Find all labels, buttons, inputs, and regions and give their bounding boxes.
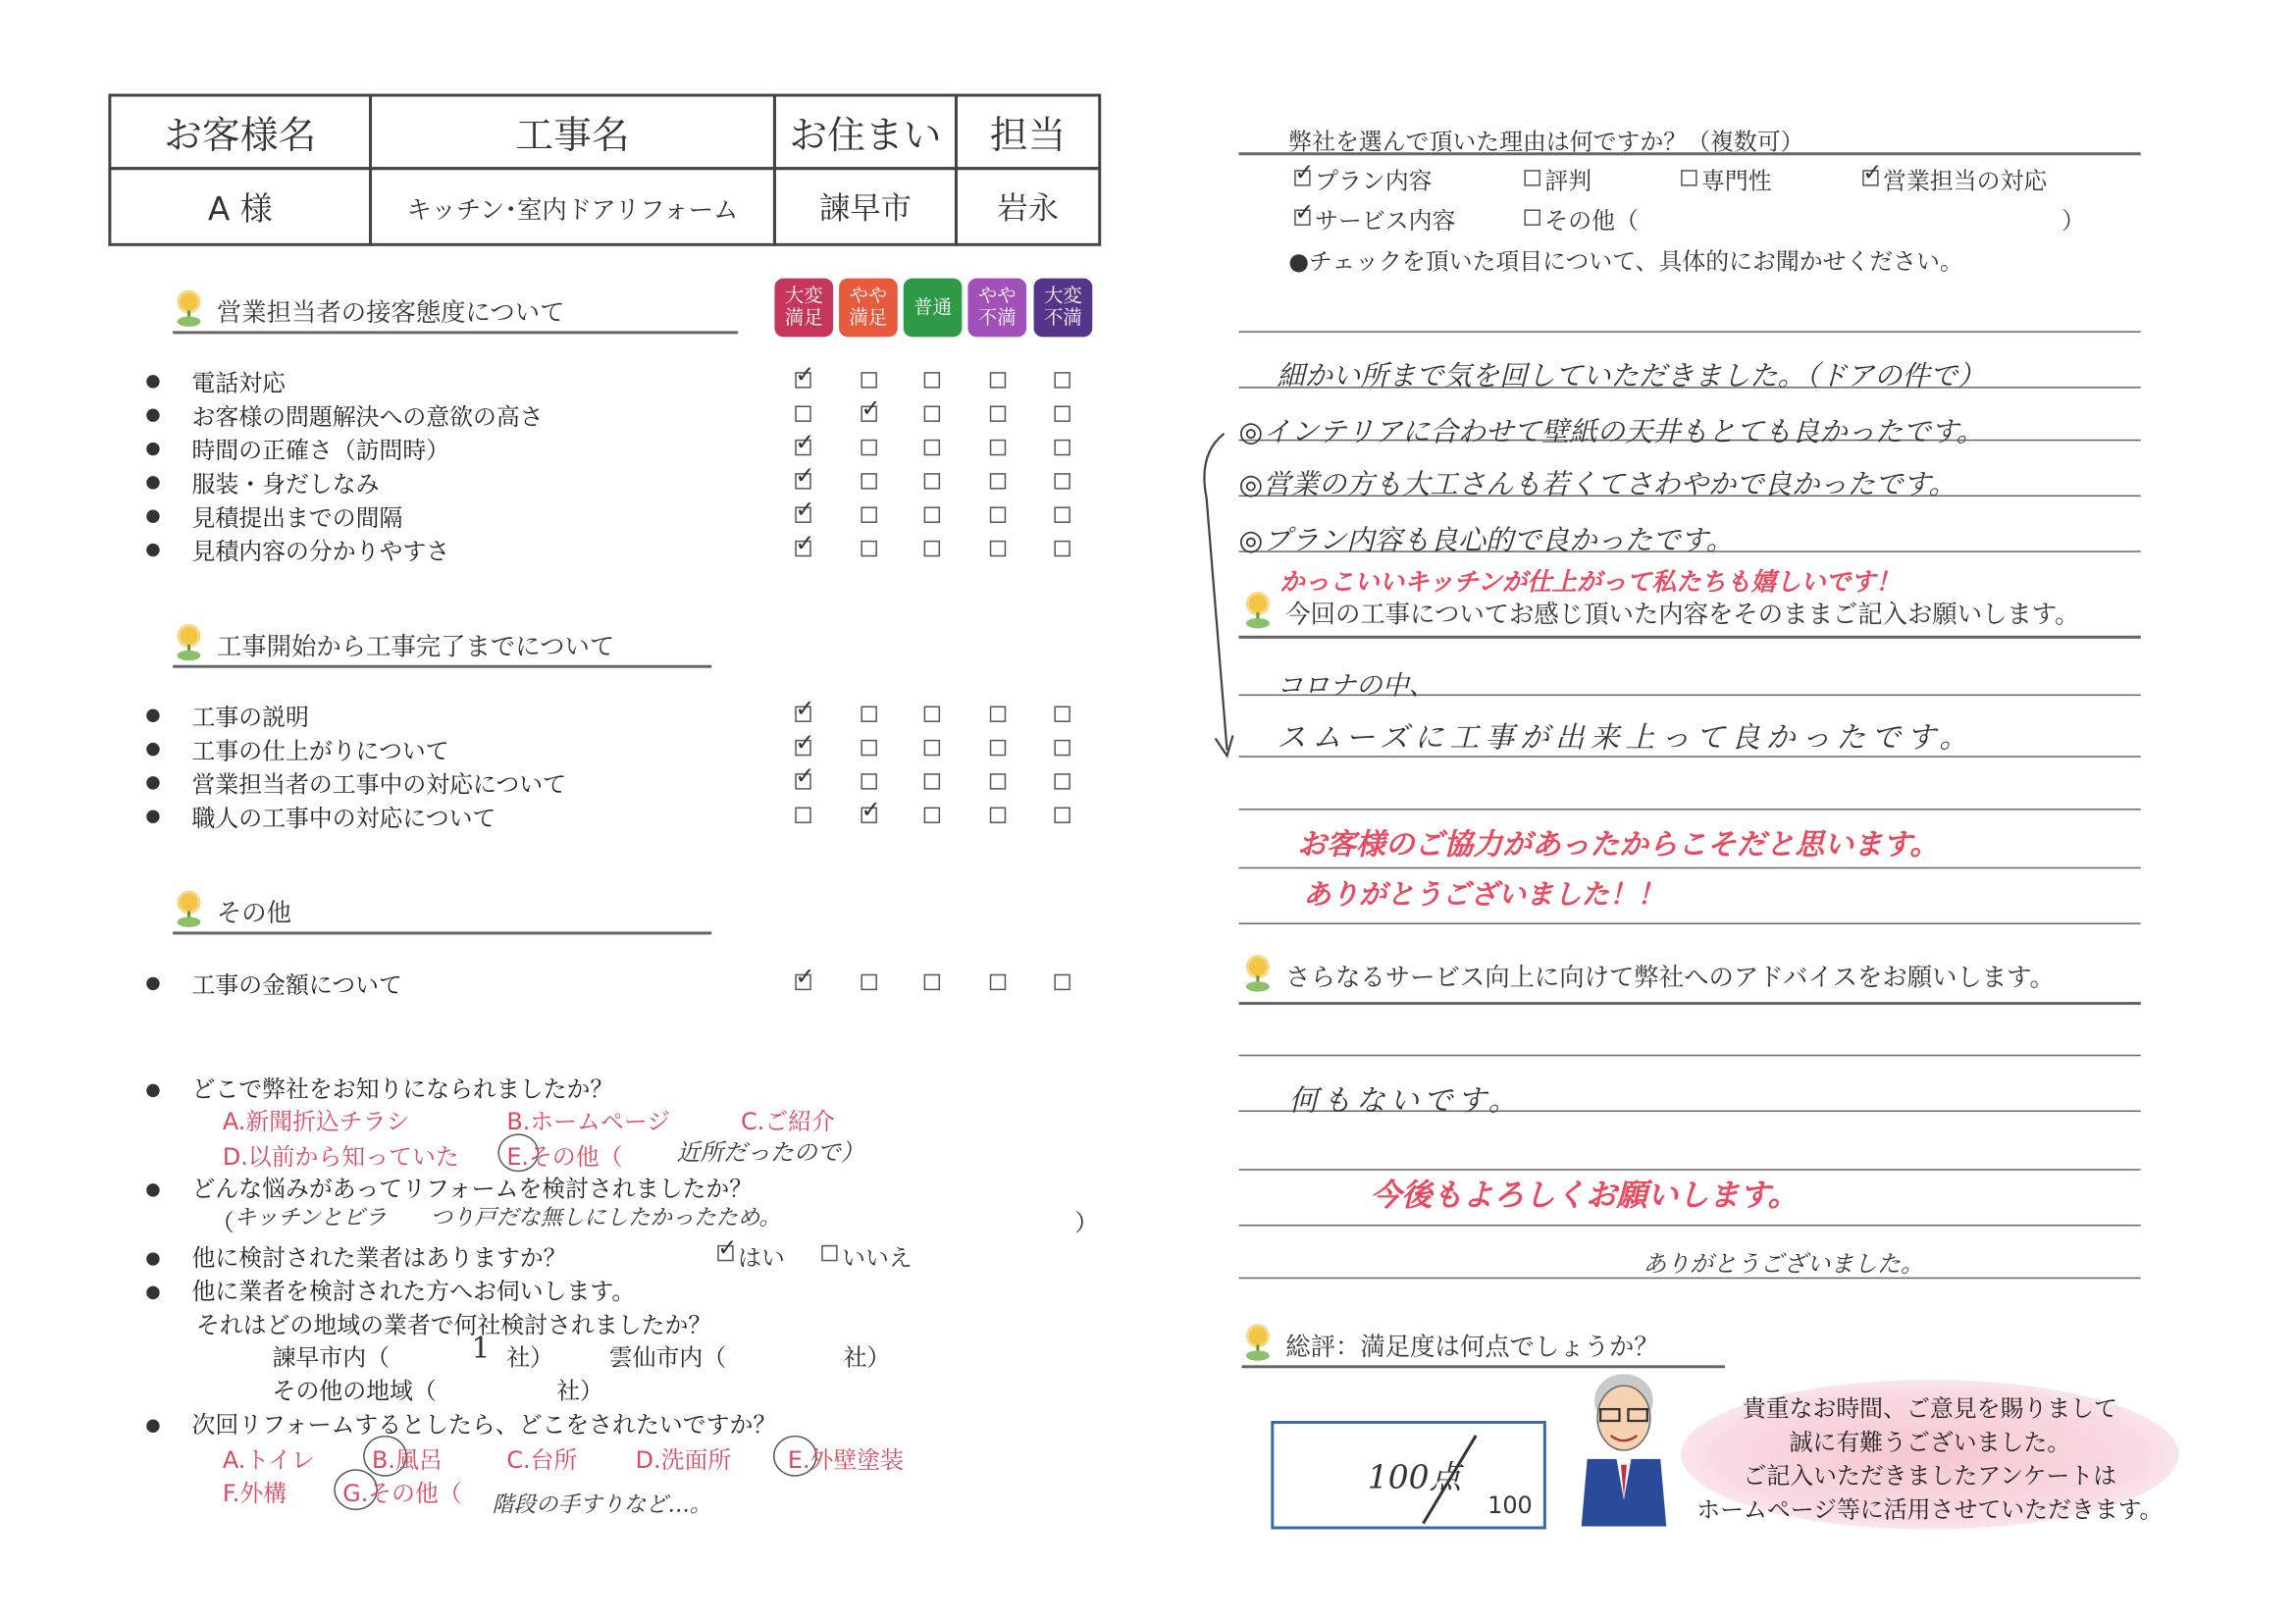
- section3-heading: その他: [173, 891, 711, 935]
- rating-checkbox[interactable]: [795, 360, 815, 389]
- bullet: [146, 543, 159, 555]
- rating-checkbox[interactable]: [1054, 440, 1070, 455]
- area-label: お住まい: [773, 94, 958, 171]
- rating-very-satisfied: 大変 満足: [774, 279, 833, 338]
- staff-reply-1: お客様のご協力があったからこそだと思います。: [1297, 825, 1940, 862]
- score-box: [1271, 1421, 1546, 1529]
- yes-checkbox[interactable]: ✓: [717, 1232, 738, 1262]
- isahaya-count: 1: [471, 1330, 491, 1366]
- rating-checkbox[interactable]: [1054, 473, 1070, 489]
- question-row: [146, 800, 496, 832]
- rating-checkbox[interactable]: [795, 761, 815, 790]
- flower-icon: [173, 624, 205, 662]
- q-next-answer: 階段の手すりなど…。: [492, 1491, 712, 1518]
- reason-label-other: その他（: [1544, 206, 1639, 235]
- rating-checkbox[interactable]: [861, 740, 876, 756]
- question-row: [146, 432, 449, 464]
- rating-checkbox[interactable]: [1054, 808, 1070, 823]
- q-next: 次回リフォームするとしたら、どこをされたいですか？: [146, 1406, 776, 1440]
- rating-checkbox[interactable]: [1054, 372, 1070, 388]
- score-value: 100点: [1367, 1460, 1462, 1497]
- reason-answer-2: ◎インテリアに合わせて壁紙の天井もとても良かったです。: [1238, 415, 1985, 448]
- question-label: 服装・身だしなみ: [191, 469, 380, 497]
- rating-checkbox[interactable]: [795, 427, 815, 456]
- check-mark: ✓: [795, 528, 815, 557]
- rating-checkbox[interactable]: [861, 393, 881, 422]
- bullet: [146, 475, 159, 488]
- question-row: [146, 533, 449, 565]
- score-heading: 総評：満足度は何点でしょうか？: [1241, 1324, 1724, 1368]
- reason-label-reputation: 評判: [1544, 167, 1592, 195]
- question-label: 工事の金額について: [191, 969, 402, 999]
- q-next-opt-d[interactable]: D.洗面所: [635, 1445, 732, 1474]
- unzen-label: 雲仙市内（: [608, 1342, 727, 1372]
- check-mark: ✓: [795, 761, 815, 790]
- question-row: [146, 732, 448, 764]
- q-know-answer: 近所だったので）: [676, 1137, 864, 1167]
- question-label: 時間の正確さ（訪問時）: [191, 436, 450, 464]
- reason-checkbox-service[interactable]: ✓: [1294, 197, 1315, 226]
- q-area: 他に業者を検討された方へお伺いします。: [146, 1273, 635, 1306]
- q-know: どこで弊社をお知りになられましたか？: [146, 1071, 613, 1104]
- flower-icon: [173, 290, 205, 329]
- ruled-line: [1238, 809, 2140, 810]
- other-area-label: その他の地域（: [272, 1377, 437, 1405]
- work-name: キッチン･室内ドアリフォーム: [369, 167, 776, 246]
- check-mark: ✓: [795, 694, 815, 722]
- rating-checkbox[interactable]: [990, 808, 1006, 823]
- rating-checkbox[interactable]: [861, 707, 876, 722]
- reason-close: ）: [2061, 206, 2086, 235]
- check-mark: ✓: [795, 962, 815, 991]
- no-label: いいえ: [842, 1243, 913, 1272]
- reason-checkbox-reputation[interactable]: [1524, 170, 1539, 185]
- check-mark: ✓: [795, 727, 815, 757]
- staff-reply-3: 今後もよろしくお願いします。: [1370, 1178, 1800, 1214]
- q-next-opt-b[interactable]: B.風呂: [372, 1445, 443, 1474]
- rating-neutral: 普通: [904, 279, 963, 338]
- reason-label-expertise: 専門性: [1701, 167, 1772, 195]
- q-worry-open: （: [210, 1208, 235, 1236]
- reason-checkbox-plan[interactable]: ✓: [1294, 158, 1315, 186]
- rating-checkbox[interactable]: [861, 773, 876, 789]
- ruled-line: [1238, 331, 2140, 332]
- customer-label: お客様名: [108, 94, 372, 171]
- reason-checkbox-other[interactable]: [1524, 209, 1539, 225]
- reason-checkbox-expertise[interactable]: [1681, 170, 1696, 185]
- isahaya-label: 諫早市内（: [272, 1342, 390, 1372]
- rating-checkbox[interactable]: [924, 808, 940, 823]
- rating-checkbox[interactable]: [861, 541, 876, 556]
- q-next-opt-g[interactable]: G.その他（: [342, 1479, 462, 1508]
- impression-answer-1: コロナの中、: [1277, 670, 1435, 703]
- check-mark: ✓: [795, 495, 815, 523]
- section2-heading: 工事開始から工事完了までについて: [173, 624, 711, 668]
- q-next-opt-a[interactable]: A.トイレ: [222, 1445, 315, 1474]
- impression-answer-2: スムーズに工事が出来上って良かったです。: [1277, 718, 1975, 755]
- q-know-opt-d[interactable]: D.以前から知っていた: [222, 1142, 459, 1171]
- rating-checkbox[interactable]: [990, 974, 1006, 990]
- advice-answer: 何もないです。: [1288, 1082, 1523, 1119]
- rating-checkbox[interactable]: [861, 440, 876, 455]
- rating-checkbox[interactable]: [861, 473, 876, 489]
- question-label: 工事の説明: [191, 702, 309, 731]
- q-worry: どんな悩みがあってリフォームを検討されましたか？: [146, 1171, 753, 1204]
- flower-icon: [1241, 955, 1274, 993]
- flower-icon: [1241, 1324, 1274, 1362]
- rating-checkbox[interactable]: [1054, 507, 1070, 523]
- rating-checkbox[interactable]: [924, 473, 940, 489]
- reason-title: 弊社を選んで頂いた理由は何ですか？（複数可）: [1288, 127, 1804, 156]
- flower-icon: [173, 891, 205, 929]
- rating-checkbox[interactable]: [924, 406, 940, 422]
- rating-checkbox[interactable]: [924, 372, 940, 388]
- rating-checkbox[interactable]: [990, 773, 1006, 789]
- check-mark: ✓: [795, 427, 815, 456]
- question-row: [146, 466, 379, 498]
- question-label: 職人の工事中の対応について: [191, 803, 496, 832]
- unzen-unit: 社）: [843, 1342, 891, 1372]
- q-know-opt-c[interactable]: C.ご紹介: [741, 1107, 836, 1135]
- ruled-line: [1238, 867, 2140, 868]
- rating-checkbox[interactable]: [861, 507, 876, 523]
- section-divider: [1238, 1002, 2140, 1005]
- reason-checkbox-sales[interactable]: ✓: [1862, 158, 1883, 186]
- rating-checkbox[interactable]: [795, 406, 810, 422]
- staff-reply-2: ありがとうございました！！: [1303, 878, 1665, 912]
- section-divider: [1238, 636, 2140, 639]
- thanks-text: 貴重なお時間、ご意見を賜りまして 誠に有難うございました。 ご記入いただきましたアンケートは ホームページ等に活用させていただきます。: [1696, 1394, 2164, 1524]
- q-know-opt-b[interactable]: B.ホームページ: [506, 1107, 671, 1135]
- ruled-line: [1238, 1055, 2140, 1056]
- bullet: [146, 708, 159, 721]
- rating-checkbox[interactable]: [1054, 773, 1070, 789]
- bracket-arrow: [1189, 425, 1248, 776]
- rating-checkbox[interactable]: [1054, 740, 1070, 756]
- question-label: 見積内容の分かりやすさ: [191, 537, 450, 565]
- section1-heading: 営業担当者の接客態度について: [173, 290, 738, 335]
- work-label: 工事名: [369, 94, 776, 171]
- q-next-opt-f[interactable]: F.外構: [222, 1479, 287, 1508]
- reason-answer-3: ◎営業の方も大工さんも若くてさわやかで良かったです。: [1238, 468, 1957, 501]
- customer-name: A 様: [108, 167, 372, 246]
- q-know-opt-e[interactable]: E.その他（: [506, 1142, 623, 1171]
- question-label: お客様の問題解決への意欲の高さ: [191, 401, 544, 431]
- question-row: [146, 699, 309, 731]
- impression-heading: 今回の工事についてお感じ頂いた内容をそのままご記入お願いします。: [1241, 592, 2140, 633]
- question-label: 見積提出までの間隔: [191, 502, 403, 532]
- rating-checkbox[interactable]: [795, 727, 815, 757]
- rating-checkbox[interactable]: [990, 541, 1006, 556]
- rating-checkbox[interactable]: [924, 974, 940, 990]
- rating-checkbox[interactable]: [795, 495, 815, 523]
- rating-checkbox[interactable]: [795, 808, 810, 823]
- rating-checkbox[interactable]: [990, 740, 1006, 756]
- rating-checkbox[interactable]: [795, 694, 815, 722]
- no-checkbox[interactable]: [821, 1245, 837, 1261]
- q-next-opt-c[interactable]: C.台所: [506, 1445, 578, 1474]
- rating-checkbox[interactable]: [990, 440, 1006, 455]
- rating-checkbox[interactable]: [924, 773, 940, 789]
- rating-checkbox[interactable]: [1054, 974, 1070, 990]
- bullet: [146, 442, 159, 454]
- question-row: [146, 766, 566, 799]
- rating-dissatisfied: やや 不満: [967, 279, 1026, 338]
- staff-label: 担当: [955, 94, 1101, 171]
- q-worry-close: ）: [1074, 1208, 1099, 1236]
- score-slash: [1421, 1433, 1480, 1527]
- check-mark: ✓: [861, 795, 881, 823]
- rating-checkbox[interactable]: [861, 372, 876, 388]
- rating-checkbox[interactable]: [1054, 406, 1070, 422]
- q-next-opt-e[interactable]: E.外壁塗装: [787, 1445, 905, 1474]
- question-row: [146, 499, 402, 532]
- score-max: 100: [1487, 1491, 1533, 1520]
- check-mark: ✓: [861, 393, 881, 422]
- advice-heading: さらなるサービス向上に向けて弊社へのアドバイスをお願いします。: [1241, 955, 2140, 996]
- rating-satisfied: やや 満足: [839, 279, 898, 338]
- reason-answer-1: 細かい所まで気を回していただきました。（ドアの件で）: [1277, 360, 1986, 393]
- rating-checkbox[interactable]: [924, 740, 940, 756]
- ruled-line: [1238, 756, 2140, 757]
- rating-checkbox[interactable]: [795, 461, 815, 490]
- rating-checkbox[interactable]: [990, 707, 1006, 722]
- bullet: [146, 810, 159, 822]
- mascot-illustration: [1573, 1368, 1675, 1532]
- rating-checkbox[interactable]: [924, 507, 940, 523]
- rating-checkbox[interactable]: [795, 528, 815, 557]
- bullet: [146, 775, 159, 788]
- rating-checkbox[interactable]: [861, 795, 881, 823]
- advice-answer-2: ありがとうございました。: [1643, 1249, 1924, 1278]
- reason-label-service: サービス内容: [1315, 206, 1456, 235]
- rating-checkbox[interactable]: [1054, 541, 1070, 556]
- reason-label-plan: プラン内容: [1315, 167, 1433, 195]
- bullet: [146, 408, 159, 421]
- ruled-line: [1238, 1169, 2140, 1170]
- other-area-unit: 社）: [556, 1377, 603, 1405]
- q-area-2: それはどの地域の業者で何社検討されましたか？: [195, 1311, 712, 1339]
- question-row: [146, 398, 543, 431]
- question-label: 営業担当者の工事中の対応について: [191, 769, 567, 798]
- q-know-opt-a[interactable]: A.新聞折込チラシ: [222, 1107, 410, 1135]
- rating-checkbox[interactable]: [990, 406, 1006, 422]
- yes-label: はい: [738, 1243, 785, 1272]
- rating-checkbox[interactable]: [861, 974, 876, 990]
- ruled-line: [1238, 1225, 2140, 1226]
- check-mark: ✓: [795, 461, 815, 490]
- bullet: [146, 742, 159, 755]
- rating-checkbox[interactable]: [924, 440, 940, 455]
- isahaya-unit: 社）: [506, 1342, 554, 1372]
- bullet: [146, 374, 159, 387]
- rating-checkbox[interactable]: [795, 962, 815, 991]
- rating-checkbox[interactable]: [1054, 707, 1070, 722]
- reason-answer-4: ◎プラン内容も良心的で良かったです。: [1238, 524, 1734, 557]
- staff-note: かっこいいキッチンが仕上がって私たちも嬉しいです！: [1279, 568, 1901, 599]
- reason-prompt: ●チェックを頂いた項目について、具体的にお聞かせください。: [1288, 247, 1963, 276]
- rating-very-dissatisfied: 大変 不満: [1034, 279, 1093, 338]
- rating-checkbox[interactable]: [990, 372, 1006, 388]
- staff-name: 岩永: [955, 167, 1101, 246]
- q-worry-answer: キッチンとビラ つり戸だな無しにしたかったため。: [234, 1204, 781, 1230]
- q-other: 他に検討された業者はありますか？: [146, 1239, 566, 1273]
- check-mark: ✓: [795, 360, 815, 389]
- area-name: 諫早市: [773, 167, 958, 246]
- question-label: 工事の仕上がりについて: [191, 736, 449, 764]
- rating-checkbox[interactable]: [924, 707, 940, 722]
- question-label: 電話対応: [191, 368, 287, 396]
- bullet: [146, 509, 159, 522]
- ruled-line: [1238, 922, 2140, 923]
- rating-checkbox[interactable]: [924, 541, 940, 556]
- reason-label-sales: 営業担当の対応: [1883, 167, 2048, 195]
- divider: [1238, 152, 2140, 155]
- question-row: [146, 967, 402, 999]
- rating-checkbox[interactable]: [990, 507, 1006, 523]
- question-row: [146, 365, 286, 397]
- bullet: [146, 976, 159, 989]
- flower-icon: [1241, 592, 1274, 630]
- rating-checkbox[interactable]: [990, 473, 1006, 489]
